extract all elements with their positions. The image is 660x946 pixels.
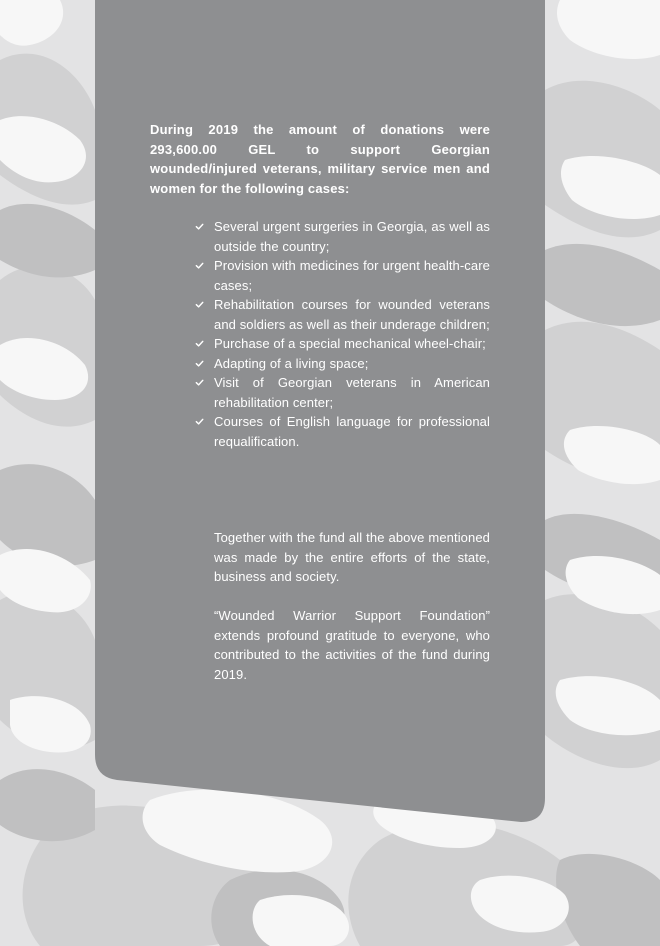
- checkmark-icon: [195, 222, 204, 231]
- case-text: Several urgent surgeries in Georgia, as well as outside the country;: [214, 219, 490, 254]
- closing-paragraph-gratitude: “Wounded Warrior Support Foundation” extends profound gratitude to everyone, who contributed to the activities of the fund during 2019.: [214, 608, 490, 682]
- checkmark-icon: [195, 261, 204, 270]
- case-text: Visit of Georgian veterans in American rehabilitation center;: [214, 375, 490, 410]
- list-item: [194, 412, 490, 451]
- closing-paragraph-effort: Together with the fund all the above mentioned was made by the entire efforts of the state, business and society.: [214, 530, 490, 584]
- case-text: Purchase of a special mechanical wheel-chair;: [214, 336, 486, 351]
- checkmark-icon: [195, 359, 204, 368]
- cases-list: [194, 217, 490, 451]
- list-item: [194, 334, 490, 354]
- case-text: Courses of English language for professional requalification.: [214, 414, 490, 449]
- list-item: [194, 256, 490, 295]
- list-item: [194, 217, 490, 256]
- checkmark-icon: [195, 339, 204, 348]
- list-item: [194, 373, 490, 412]
- checkmark-icon: [195, 300, 204, 309]
- case-text: Provision with medicines for urgent health-care cases;: [214, 258, 490, 293]
- case-text: Adapting of a living space;: [214, 355, 369, 371]
- case-text: Rehabilitation courses for wounded veterans and soldiers as well as their underage children;: [214, 297, 490, 332]
- checkmark-icon: [195, 417, 204, 426]
- list-item: [194, 295, 490, 334]
- intro-paragraph: During 2019 the amount of donations were 293,600.00 GEL to support Georgian wounded/injured veterans, military service men and women for the following cases:: [150, 122, 490, 196]
- list-item: [194, 354, 490, 374]
- checkmark-icon: [195, 378, 204, 387]
